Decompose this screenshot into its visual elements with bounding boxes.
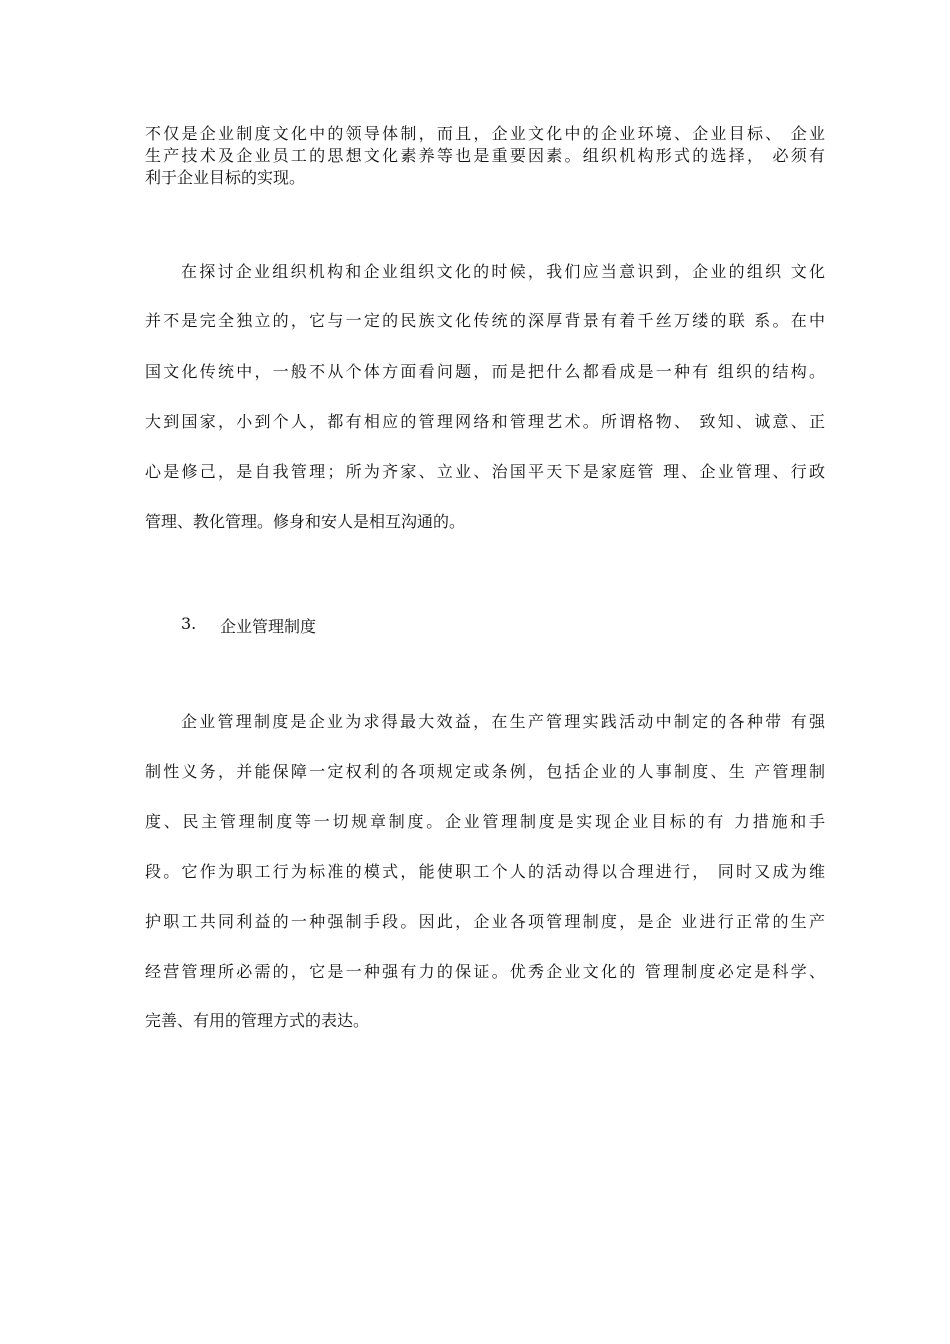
paragraph-2-line-5: 心是修己，是自我管理；所为齐家、立业、治国平天下是家庭管 理、企业管理、行政 <box>145 462 825 481</box>
paragraph-2-line-4: 大到国家，小到个人，都有相应的管理网络和管理艺术。所谓格物、 致知、诚意、正 <box>145 412 825 431</box>
paragraph-3-line-7: 完善、有用的管理方式的表达。 <box>145 1011 370 1030</box>
paragraph-3-line-6: 经营管理所必需的，它是一种强有力的保证。优秀企业文化的 管理制度必定是科学、 <box>145 962 825 981</box>
section-title: 企业管理制度 <box>220 617 317 636</box>
paragraph-3-line-5: 护职工共同利益的一种强制手段。因此，企业各项管理制度，是企 业进行正常的生产 <box>145 912 825 931</box>
paragraph-2-line-6: 管理、教化管理。修身和安人是相互沟通的。 <box>145 512 466 531</box>
paragraph-3-line-3: 度、民主管理制度等一切规章制度。企业管理制度是实现企业目标的有 力措施和手 <box>145 812 825 831</box>
section-number: 3. <box>181 614 197 633</box>
paragraph-1-line-2: 生产技术及企业员工的思想文化素养等也是重要因素。组织机构形式的选择， 必须有 <box>145 146 825 165</box>
paragraph-3-line-1: 企业管理制度是企业为求得最大效益，在生产管理实践活动中制定的各种带 有强 <box>181 712 825 731</box>
paragraph-3-line-2: 制性义务，并能保障一定权利的各项规定或条例，包括企业的人事制度、生 产管理制 <box>145 762 825 781</box>
paragraph-1-line-3: 利于企业目标的实现。 <box>145 168 306 187</box>
paragraph-2-line-2: 并不是完全独立的，它与一定的民族文化传统的深厚背景有着千丝万缕的联 系。在中 <box>145 311 825 330</box>
paragraph-1-line-1: 不仅是企业制度文化中的领导体制，而且，企业文化中的企业环境、企业目标、 企业 <box>145 124 825 143</box>
paragraph-2-line-3: 国文化传统中，一般不从个体方面看问题，而是把什么都看成是一种有 组织的结构。 <box>145 362 825 381</box>
paragraph-3-line-4: 段。它作为职工行为标准的模式，能使职工个人的活动得以合理进行， 同时又成为维 <box>145 862 825 881</box>
paragraph-2-line-1: 在探讨企业组织机构和企业组织文化的时候，我们应当意识到，企业的组织 文化 <box>181 262 825 281</box>
